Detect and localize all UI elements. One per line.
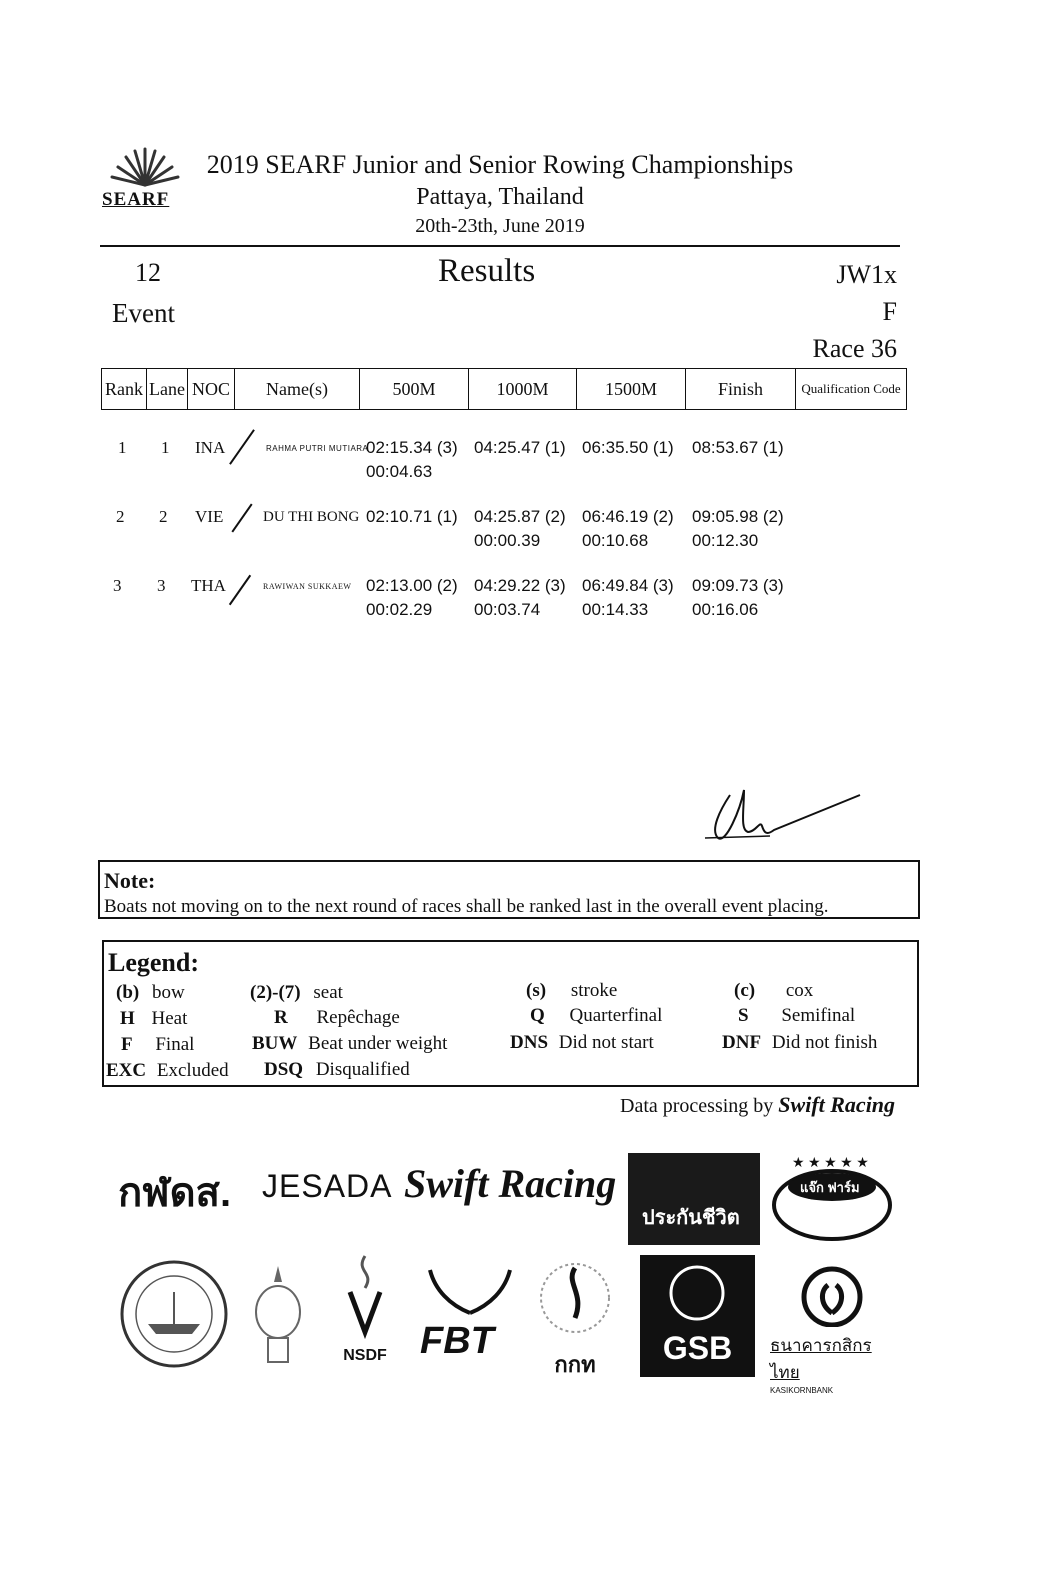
torch-icon <box>330 1252 400 1342</box>
legend-item <box>106 1060 229 1082</box>
legend-desc: stroke <box>570 980 618 1001</box>
legend-code: H <box>120 1008 135 1029</box>
results-heading: Results <box>438 253 536 289</box>
finish-time: 08:53.67 (1) <box>692 438 784 457</box>
finish-delta: 00:16.06 <box>692 600 759 619</box>
sponsor-nsdf-logo <box>330 1252 400 1370</box>
port-authority-seal-icon <box>118 1258 230 1370</box>
row-500m <box>366 507 458 531</box>
legend-item <box>510 1032 654 1054</box>
sponsor-nsdf-text: NSDF <box>343 1347 387 1364</box>
row-500m <box>366 576 458 620</box>
col-noc: NOC <box>188 369 235 409</box>
legend-desc: Excluded <box>156 1060 229 1081</box>
col-finish: Finish <box>686 369 796 409</box>
legend-code: (c) <box>734 980 756 1001</box>
gsb-emblem-icon <box>640 1255 755 1325</box>
row-1000m <box>474 438 566 462</box>
data-processing-credit <box>620 1092 895 1118</box>
data-processing-company: Swift Racing <box>778 1092 896 1117</box>
data-processing-prefix: Data processing by <box>620 1095 774 1117</box>
legend-code: BUW <box>252 1033 298 1054</box>
sponsor-fbt-logo <box>420 1265 520 1365</box>
split-time: 04:25.47 (1) <box>474 438 566 457</box>
legend-item <box>250 982 343 1004</box>
event-label: Event <box>112 298 175 328</box>
row-name: RAWIWAN SUKKAEW <box>263 582 352 591</box>
legend-item <box>116 982 185 1004</box>
legend-item <box>274 1007 400 1029</box>
legend-desc: Heat <box>151 1008 188 1029</box>
legend-code: DNS <box>510 1032 549 1053</box>
split-time: 02:15.34 (3) <box>366 438 458 457</box>
split-delta: 00:03.74 <box>474 600 541 619</box>
split-delta: 00:04.63 <box>366 462 433 481</box>
legend-item <box>252 1033 447 1055</box>
check-mark-icon <box>231 504 252 533</box>
legend-code: (s) <box>526 980 547 1001</box>
table-row <box>101 576 901 636</box>
split-delta: 00:00.39 <box>474 531 541 550</box>
row-noc: THA <box>191 576 226 595</box>
col-names: Name(s) <box>235 369 360 409</box>
sponsor-insurance-text: ประกันชีวิต <box>642 1207 740 1229</box>
finish-time: 09:09.73 (3) <box>692 576 784 595</box>
document-title <box>200 150 800 238</box>
svg-text:★ ★ ★ ★ ★: ★ ★ ★ ★ ★ <box>792 1156 869 1171</box>
split-time: 06:46.19 (2) <box>582 507 674 526</box>
legend-code: (b) <box>116 982 140 1003</box>
legend-desc: Final <box>155 1034 195 1055</box>
sponsor-swift-racing-logo <box>404 1160 624 1220</box>
legend-code: EXC <box>106 1060 147 1081</box>
sponsor-jesada-text: JESADA <box>262 1168 393 1204</box>
split-time: 04:29.22 (3) <box>474 576 566 595</box>
sponsor-ktkt-logo <box>535 1258 615 1376</box>
legend-desc: bow <box>151 982 185 1003</box>
table-row <box>101 507 901 567</box>
sponsor-fbt-text: FBT <box>420 1320 494 1362</box>
split-time: 02:13.00 (2) <box>366 576 458 595</box>
split-time: 06:35.50 (1) <box>582 438 674 457</box>
legend-code: (2)-(7) <box>250 982 301 1003</box>
row-finish <box>692 576 784 620</box>
row-name: RAHMA PUTRI MUTIARA <box>266 444 369 453</box>
row-lane: 3 <box>157 576 166 595</box>
row-lane: 1 <box>161 438 170 457</box>
legend-desc: Semifinal <box>781 1005 856 1026</box>
legend-code: DNF <box>722 1032 762 1053</box>
finish-time: 09:05.98 (2) <box>692 507 784 526</box>
legend-code: R <box>274 1007 288 1028</box>
legend-item <box>121 1034 194 1056</box>
split-delta: 00:14.33 <box>582 600 649 619</box>
check-mark-icon <box>229 575 251 606</box>
row-rank: 2 <box>116 507 125 526</box>
sponsor-farm-text: แจ๊ก ฟาร์ม <box>800 1180 860 1195</box>
sports-authority-emblem-icon <box>535 1258 615 1342</box>
legend-item <box>722 1032 877 1054</box>
sponsor-kbank-logo <box>770 1265 900 1395</box>
searf-logo-text: SEARF <box>102 189 170 210</box>
searf-logo <box>100 145 190 225</box>
legend-desc: Repêchage <box>316 1007 400 1028</box>
signature-icon <box>700 780 870 850</box>
split-time: 04:25.87 (2) <box>474 507 566 526</box>
table-row <box>101 438 901 498</box>
legend-desc: cox <box>785 980 814 1001</box>
header-rule <box>100 245 900 247</box>
row-finish <box>692 507 784 551</box>
legend-item <box>530 1005 662 1027</box>
split-time: 02:10.71 (1) <box>366 507 458 526</box>
legend-item <box>526 980 617 1002</box>
col-lane: Lane <box>147 369 188 409</box>
split-delta: 00:02.29 <box>366 600 433 619</box>
championship-title: 2019 SEARF Junior and Senior Rowing Championships <box>206 150 794 179</box>
legend-desc: Disqualified <box>315 1059 410 1080</box>
royal-emblem-icon <box>248 1262 308 1370</box>
results-table-header <box>101 368 907 410</box>
row-finish <box>692 438 784 462</box>
legend-desc: Quarterfinal <box>569 1005 663 1026</box>
legend-desc: seat <box>313 982 343 1003</box>
sponsor-swift-text: Swift Racing <box>404 1161 617 1206</box>
row-noc: INA <box>195 438 226 457</box>
row-1500m <box>582 576 674 620</box>
sponsor-insurance-logo <box>628 1153 760 1245</box>
col-500m: 500M <box>360 369 469 409</box>
row-noc: VIE <box>195 507 224 526</box>
row-rank: 1 <box>118 438 127 457</box>
legend-item <box>264 1059 410 1081</box>
legend-item <box>734 980 813 1002</box>
legend-heading: Legend: <box>108 948 199 977</box>
sponsor-kbank-en-text: KASIKORNBANK <box>770 1386 834 1395</box>
row-rank: 3 <box>113 576 122 595</box>
sponsor-gpdl-text: กฬดส. <box>118 1171 232 1215</box>
note-box <box>98 860 920 919</box>
row-name: DU THI BONG <box>263 509 360 525</box>
championship-dates: 20th-23th, June 2019 <box>415 215 585 237</box>
legend-code: DSQ <box>264 1059 304 1080</box>
race-number: Race 36 <box>812 334 897 363</box>
boat-class: JW1x <box>836 260 897 289</box>
race-phase: F <box>882 297 897 326</box>
check-mark-icon <box>229 429 255 465</box>
kbank-leaf-icon <box>770 1265 900 1327</box>
sponsor-gpdl-logo <box>118 1160 258 1230</box>
col-1500m: 1500M <box>577 369 686 409</box>
legend-item <box>120 1008 187 1030</box>
sponsor-gsb-logo <box>640 1255 755 1377</box>
sponsor-gsb-text: GSB <box>662 1330 733 1366</box>
sponsor-ktkt-text: กกท <box>554 1352 596 1377</box>
row-1000m <box>474 576 566 620</box>
searf-logo-mark-icon <box>100 145 190 190</box>
legend-desc: Beat under weight <box>308 1033 448 1054</box>
legend-desc: Did not start <box>558 1032 654 1053</box>
sponsor-farm-logo <box>770 1155 898 1245</box>
col-qualification-code: Qualification Code <box>801 381 901 396</box>
row-500m <box>366 438 458 482</box>
finish-delta: 00:12.30 <box>692 531 759 550</box>
event-number: 12 <box>135 258 161 287</box>
col-1000m: 1000M <box>469 369 577 409</box>
split-time: 06:49.84 (3) <box>582 576 674 595</box>
farm-badge-icon <box>770 1155 898 1245</box>
row-1500m <box>582 507 674 551</box>
row-lane: 2 <box>159 507 168 526</box>
row-1000m <box>474 507 566 551</box>
legend-code: F <box>121 1034 133 1055</box>
legend-item <box>738 1005 855 1027</box>
legend-box <box>102 940 919 1087</box>
legend-desc: Did not finish <box>771 1032 878 1053</box>
championship-location: Pattaya, Thailand <box>416 184 584 210</box>
split-delta: 00:10.68 <box>582 531 649 550</box>
sponsor-jesada-logo <box>262 1168 402 1218</box>
note-text: Boats not moving on to the next round of races shall be ranked last in the overall event placing. <box>104 896 829 917</box>
legend-code: S <box>738 1005 749 1026</box>
col-rank: Rank <box>102 369 147 409</box>
sponsor-kbank-th-text: ธนาคารกสิกรไทย <box>770 1336 872 1382</box>
laurel-icon <box>420 1265 520 1315</box>
row-1500m <box>582 438 674 462</box>
note-heading: Note: <box>104 868 156 893</box>
legend-code: Q <box>530 1005 545 1026</box>
race-info <box>813 256 897 367</box>
